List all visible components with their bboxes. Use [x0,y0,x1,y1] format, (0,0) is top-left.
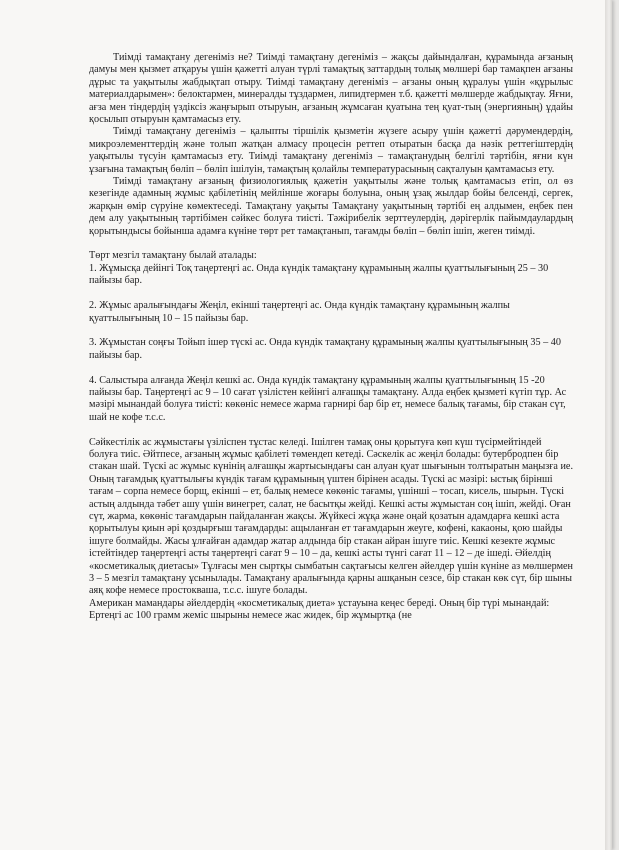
paragraph-gap [89,424,573,436]
paragraph: Тиімді тамақтану дегеніміз – қалыпты тіршілік қызметін жүзеге асыру үшін қажетті дәрумендердің, микроэлементтердің және толып жатқан алмасу процесін реттеп отыратын басқа да нәзік реттегіштердің уақытылы түсуін қамтамасыз ету. Тиімді тамақтану дегеніміз – тамақтанудың белгілі тәртібін, яғни күн ұзағына тамақтың бөліп – бөліп ішілуін, тамақтың қолайлы температурасының сақталуын қамтамасыз ету. [89,126,573,175]
paragraph: 4. Салыстыра алғанда Жеңіл кешкі ас. Онда күндік тамақтану құрамының жалпы қуаттылығының 15 -20 пайызы бар. Таңертеңгі ас 9 – 10 сағат үзілістен кейінгі алғашқы тамақтану. Алда еңбек қызметі күтіп тұр. Ас мәзірі мынандай болуға тиісті: көкөніс немесе жарма гарнирі бар бір ет, немесе балық тағамы, бір стакан сүт, шай не кофе т.с.с. [89,374,567,423]
paragraph: Сәйкестілік ас жұмыстағы үзіліспен тұстас келеді. Ішілген тамақ оны қорытуға көп күш түсірмейтіндей болуға тиіс. Әйтпесе, ағзаның жұмыс қабілеті төмендеп кетеді. Сәскелік ас жеңіл болады: бутербродпен бір стакан шай. Түскі ас жұмыс күнінің алғашқы жартысындағы сан алуан қуат шығынын толтыратын маңызға ие. Оның тағамдық қуаттылығы күндік тағам құрамының үштен бірінен асады. Түскі ас мәзірі: ыстық бірінші тағам – сорпа немесе борщ, екінші – ет, балық немесе көкөніс тағамы, үшінші – тосап, кисель, шырын. Түскі астың алдында тәбет ашу үшін винегрет, салат, не басытқы жейді. Кешкі асты жұмыстан соң ішіп, жейді. Оған сүт, жарма, көкөніс тағамдарын пайдаланған жақсы. Жүйкесі жұқа және оңай қозатын адамдарға кешкі аста қорытылуы қиын әрі қоздырғыш тағамдарды: ащыланған ет тағамдарын жеуге, кофені, какаоны, қою шайды ішуге болмайды. Жасы ұлғайған адамдар жатар алдында бір стакан айран ішуге тиіс. Кешкі кезекте жұмыс істейтіндер таңертеңгі асты таңертеңгі сағат 9 – 10 – да, кешкі асты түнгі сағат 11 – 12 – де ішеді. Әйелдің «косметикалық диетасы» Тұлғасы мен сыртқы сымбатын сақтағысы келген әйелдер үшін күніне аз мөлшермен 3 – 5 мезгіл тамақтану ұсынылады. Тамақтану аралығында қарны ашқанын сезсе, бір стакан көк сүт, бір шыны аяқ кофе немесе простокваша, т.с.с. ішуге болады. [89,436,574,597]
paragraph: Тиімді тамақтану ағзаның физиологиялық қажетін уақытылы және толық қамтамасыз етіп, ол өз кезегінде адамның жұмыс қабілетінің мейлінше жоғары болуына, оның ұзақ жылдар бойы белсенді, сергек, жарқын өмір сүруіне көмектеседі. Тамақтану уақыты Тамақтану уақытының тәртібі ең алдымен, еңбек пен дем алу уақытының тәртібімен сәйкес болуға тиісті. Тәжірибелік зерттеулердің, дәрігерлік пайымдаулардың қорытындысы бойынша адамға күніне төрт рет тамақтанып, тағамды бөліп – бөліп ішіп, жеген тиімді. [89,176,573,237]
paragraph-gap [89,362,573,374]
document-body [89,52,573,623]
paragraph-gap [89,238,573,250]
page-stack-edge [605,0,612,850]
paragraph: 2. Жұмыс аралығындағы Жеңіл, екінші таңертеңгі ас. Онда күндік тамақтану құрамының жалпы қуаттылығының 10 – 15 пайызы бар. [89,300,510,324]
paragraph: Американ мамандары әйелдердің «косметикалық диета» ұстауына кеңес береді. Оның бір түрі мынандай: Ертеңгі ас 100 грамм жеміс шырыны немесе жас жидек, бір жұмыртқа (не [89,597,550,622]
paragraph: Төрт мезгіл тамақтану былай аталады: [89,250,257,262]
paragraph: 1. Жұмысқа дейінгі Тоқ таңертеңгі ас. Онда күндік тамақтану құрамының жалпы қуаттылығының 25 – 30 пайызы бар. [89,262,549,287]
paragraph: 3. Жұмыстан соңғы Тойып ішер түскі ас. Онда күндік тамақтану құрамының жалпы қуаттылығының 35 – 40 пайызы бар. [89,337,561,361]
paragraph: Тиімді тамақтану дегеніміз не? Тиімді тамақтану дегеніміз – жақсы дайындалған, құрамында ағзаның дамуы мен қызмет атқаруы үшін қажетті алуан түрлі тамақтық заттардың толық мөлшері бар тамақпен ағзаны дұрыс та уақытылы жабдықтап отыру. Тиімді тамақтану дегеніміз – ағзаны оның құралуы үшін «құрылыс материалдарымен»: белоктармен, минералды тұздармен, липидтермен т.б. қажетті мөлшерде жабдықтау. Яғни, ағза мен тіндердің үздіксіз жаңғырып отыруын, ағзаның жұмсаған қуатына тең қуат-тың (энергияның) ұдайы қосылып отыруын қамтамасыз ету. [89,52,573,126]
paragraph-gap [89,325,573,337]
paragraph-gap [89,288,573,300]
